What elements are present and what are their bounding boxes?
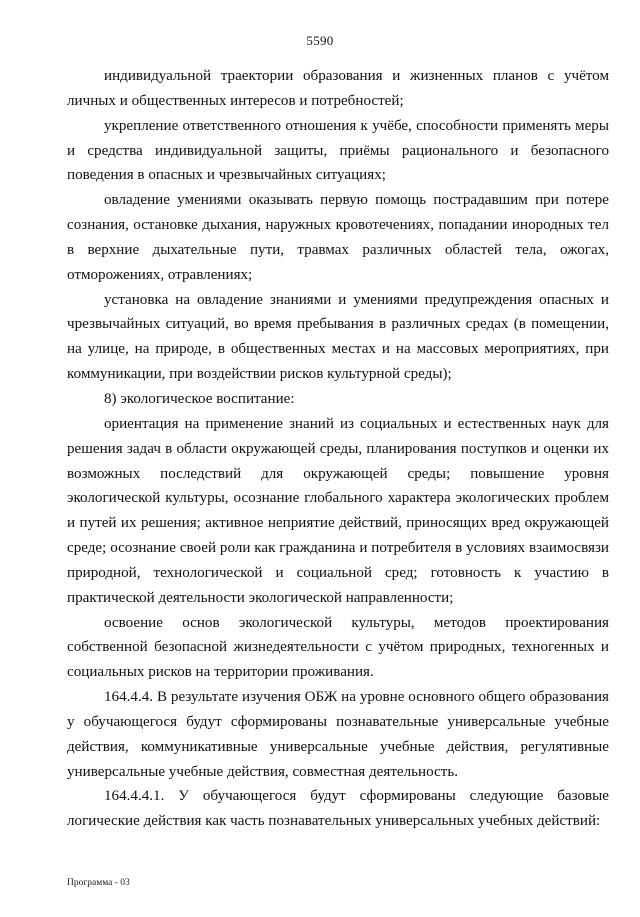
- footer-program-label: Программа - 03: [67, 878, 130, 888]
- body-text: [67, 64, 609, 834]
- paragraph-ecology-culture: освоение основ экологической культуры, методов проектирования собственной безопасной жизнедеятельности с учётом природных, техногенных и социальных рисков на территории проживания.: [67, 614, 609, 681]
- paragraph-section-164-4-4: 164.4.4. В результате изучения ОБЖ на уровне основного общего образования у обучающегося будут сформированы познавательные универсальные учебные действия, коммуникативные универсальные учебные действия, регулятивные универсальные учебные действия, совместная деятельность.: [67, 689, 609, 780]
- paragraph-life-plans: индивидуальной траектории образования и жизненных планов с учётом личных и общественных интересов и потребностей;: [67, 68, 609, 109]
- paragraph-responsible-attitude: укрепление ответственного отношения к учёбе, способности применять меры и средства индивидуальной защиты, приёмы рационального и безопасного поведения в опасных и чрезвычайных ситуациях;: [67, 117, 609, 184]
- paragraph-ecology-heading: 8) экологическое воспитание:: [104, 390, 295, 407]
- page-number: 5590: [306, 33, 334, 48]
- paragraph-first-aid: овладение умениями оказывать первую помощь пострадавшим при потере сознания, остановке дыхания, наружных кровотечениях, попадании инородных тел в верхние дыхательные пути, травмах различных областей тела, ожогах, отморожениях, отравлениях;: [67, 192, 609, 283]
- paragraph-ecology-orientation: ориентация на применение знаний из социальных и естественных наук для решения задач в области окружающей среды, планирования поступков и оценки их возможных последствий для окружающей среды; повышение уровня экологической культуры, осознание глобального характера экологических проблем и путей их решения; активное неприятие действий, приносящих вред окружающей среде; осознание своей роли как гражданина и потребителя в условиях взаимосвязи природной, технологической и социальной сред; готовность к участию в практической деятельности экологической направленности;: [67, 415, 609, 606]
- paragraph-section-164-4-4-1: 164.4.4.1. У обучающегося будут сформированы следующие базовые логические действия как часть познавательных универсальных учебных действий:: [67, 788, 609, 830]
- paragraph-emergency-prevention: установка на овладение знаниями и умениями предупреждения опасных и чрезвычайных ситуаций, во время пребывания в различных средах (в помещении, на улице, на природе, в общественных местах и на массовых мероприятиях, при коммуникации, при воздействии рисков культурной среды);: [67, 291, 609, 383]
